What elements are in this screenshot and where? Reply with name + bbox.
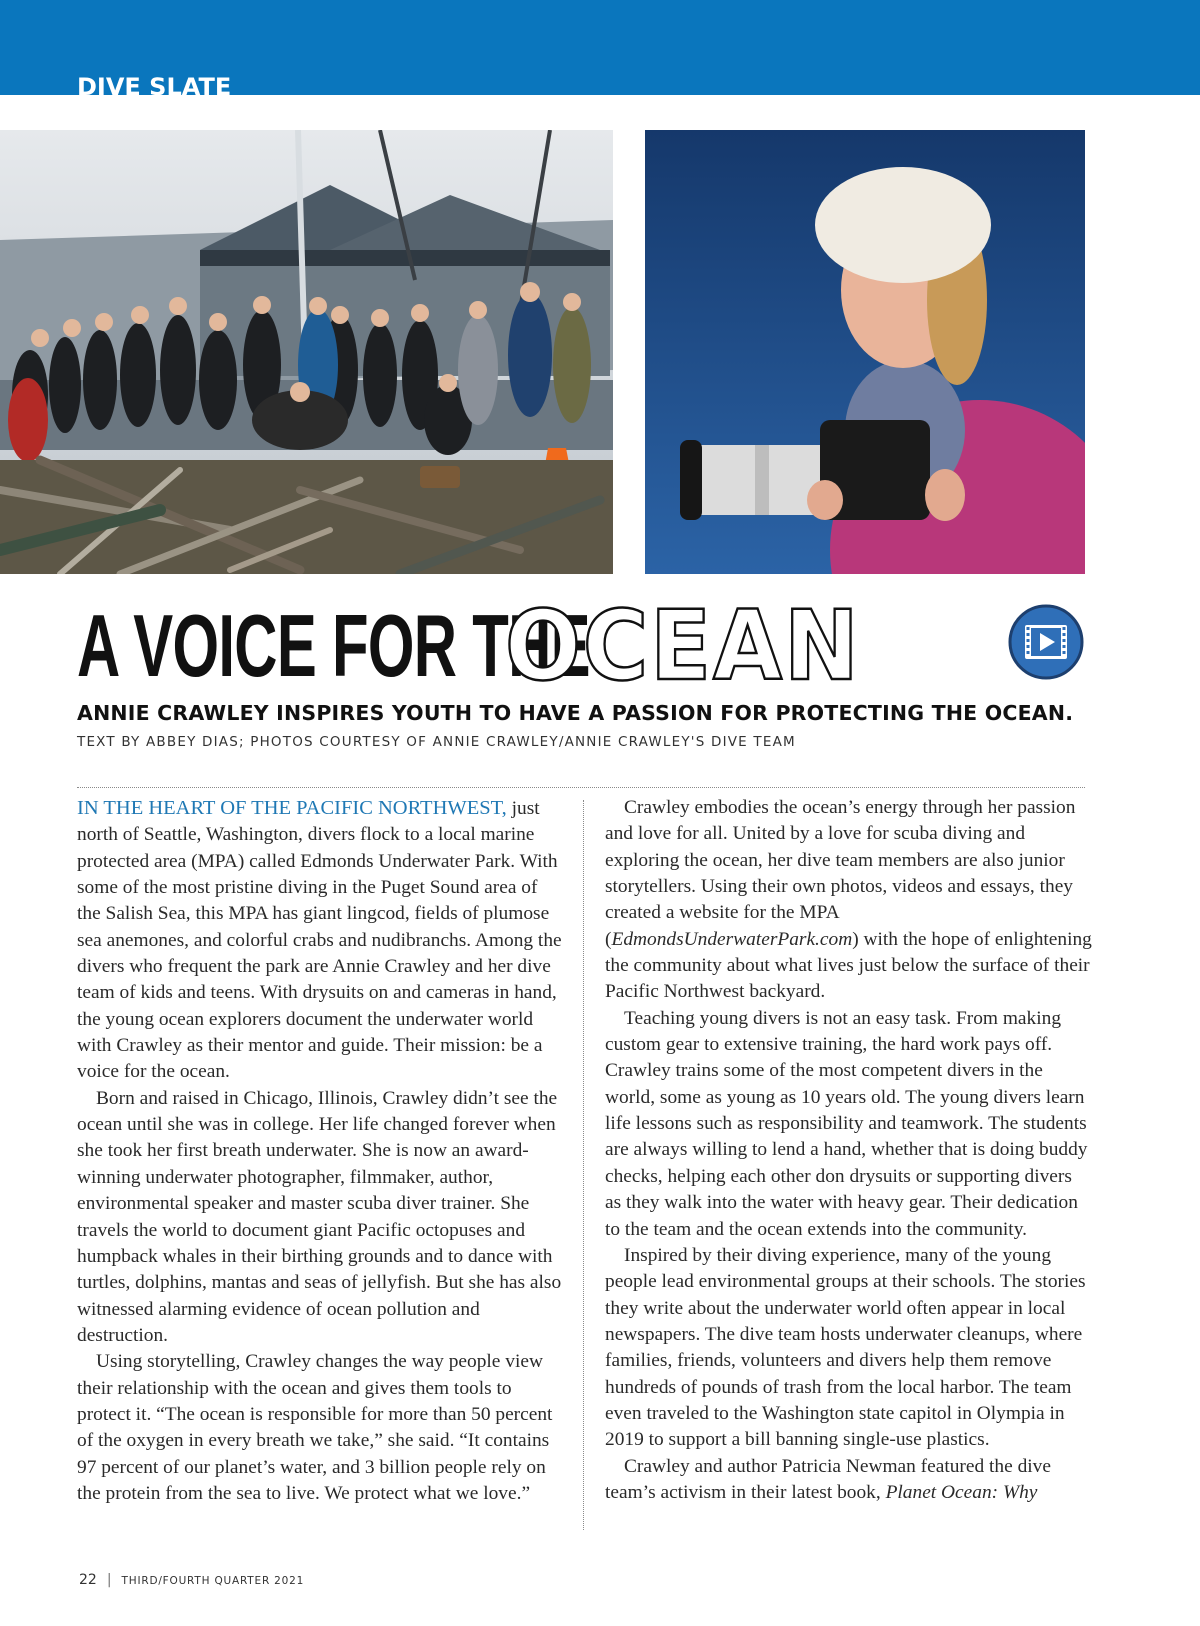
paragraph-text: Crawley embodies the ocean’s energy through her passion and love for all. United by a love for scuba diving and exploring the ocean, her dive team members are also junior storytellers. Using their own photos, videos and essays, they created a website for the MPA ( <box>605 797 1076 950</box>
paragraph: Born and raised in Chicago, Illinois, Crawley didn’t see the ocean until she was in college. Her life changed forever when she took her first breath underwater. She is now an award-winning underwater photographer, filmmaker, author, environmental speaker and master scuba diver trainer. She travels the world to document giant Pacific octopuses and humpback whales in their birthing grounds and to dance with turtles, dolphins, mantas and seas of jellyfish. But she has also witnessed alarming evidence of ocean pollution and destruction. <box>77 1087 562 1346</box>
footer-separator: | <box>106 1572 112 1588</box>
headline-outline-text: OCEAN <box>505 590 861 702</box>
paragraph-text: ) with the hope of enlightening the community about what lives just below the surface of their Pacific Northwest backyard. <box>605 928 1092 1003</box>
paragraph <box>605 795 1092 1006</box>
article-credits: TEXT BY ABBEY DIAS; PHOTOS COURTESY OF ANNIE CRAWLEY/ANNIE CRAWLEY'S DIVE TEAM <box>77 734 796 750</box>
dive-team-group-photo <box>0 130 613 574</box>
lead-in: IN THE HEART OF THE PACIFIC NORTHWEST, <box>77 797 507 819</box>
paragraph: Inspired by their diving experience, many of the young people lead environmental groups at their schools. The stories they write about the underwater world often appear in local newspapers. The dive team hosts underwater cleanups, where families, friends, volunteers and divers help them remove hundreds of pounds of trash from the local harbor. The team even traveled to the Washington state capitol in Olympia in 2019 to support a bill banning single-use plastics. <box>605 1244 1086 1451</box>
paragraph <box>605 1454 1092 1507</box>
paragraph: Using storytelling, Crawley changes the way people view their relationship with the ocean and gives them tools to protect it. “The ocean is responsible for more than 50 percent of the oxygen in every breath we take,” she said. “It contains 97 percent of our planet’s water, and 3 billion people rely on the protein from the sea to live. We protect what we love.” <box>77 1351 553 1504</box>
page-number: 22 <box>79 1572 97 1588</box>
book-title: Planet Ocean: Why <box>885 1481 1038 1503</box>
paragraph-text: Crawley and author Patricia Newman featured the dive team’s activism in their latest book, <box>605 1455 1051 1503</box>
paragraph: Teaching young divers is not an easy task. From making custom gear to extensive training, the hard work pays off. Crawley trains some of the most competent divers in the world, some as young as 10 years old. The young divers learn life lessons such as responsibility and teamwork. The students are always willing to lend a hand, whether that is doing buddy checks, helping each other don drysuits or supporting divers as they walk into the water with heavy gear. Their dedication to the team and the ocean extends into the community. <box>605 1007 1088 1240</box>
play-video-icon[interactable] <box>1008 604 1084 680</box>
column-divider <box>583 800 584 1530</box>
article-headline <box>77 590 861 702</box>
website-link[interactable]: EdmondsUnderwaterPark.com <box>611 928 853 950</box>
issue-date: THIRD/FOURTH QUARTER 2021 <box>121 1575 305 1587</box>
headline-solid-text: A VOICE FOR THE <box>77 596 590 695</box>
article-column-right <box>605 795 1092 1506</box>
paragraph <box>77 795 564 1086</box>
dotted-rule <box>77 787 1085 788</box>
paragraph-text: just north of Seattle, Washington, divers flock to a local marine protected area (MPA) called Edmonds Underwater Park. With some of the most pristine diving in the Puget Sound area of the Salish Sea, this MPA has giant lingcod, fields of plumose sea anemones, and colorful crabs and nudibranchs. Among the divers who frequent the park are Annie Crawley and her dive team of kids and teens. With drysuits on and cameras in hand, the young ocean explorers document the underwater world with Crawley as their mentor and guide. Their mission: be a voice for the ocean. <box>77 798 562 1083</box>
section-tag: DIVE SLATE <box>77 73 232 96</box>
article-column-left <box>77 795 564 1507</box>
annie-crawley-portrait-photo <box>645 130 1085 574</box>
page-footer <box>79 1569 304 1589</box>
article-subhead: ANNIE CRAWLEY INSPIRES YOUTH TO HAVE A PASSION FOR PROTECTING THE OCEAN. <box>77 701 1074 725</box>
